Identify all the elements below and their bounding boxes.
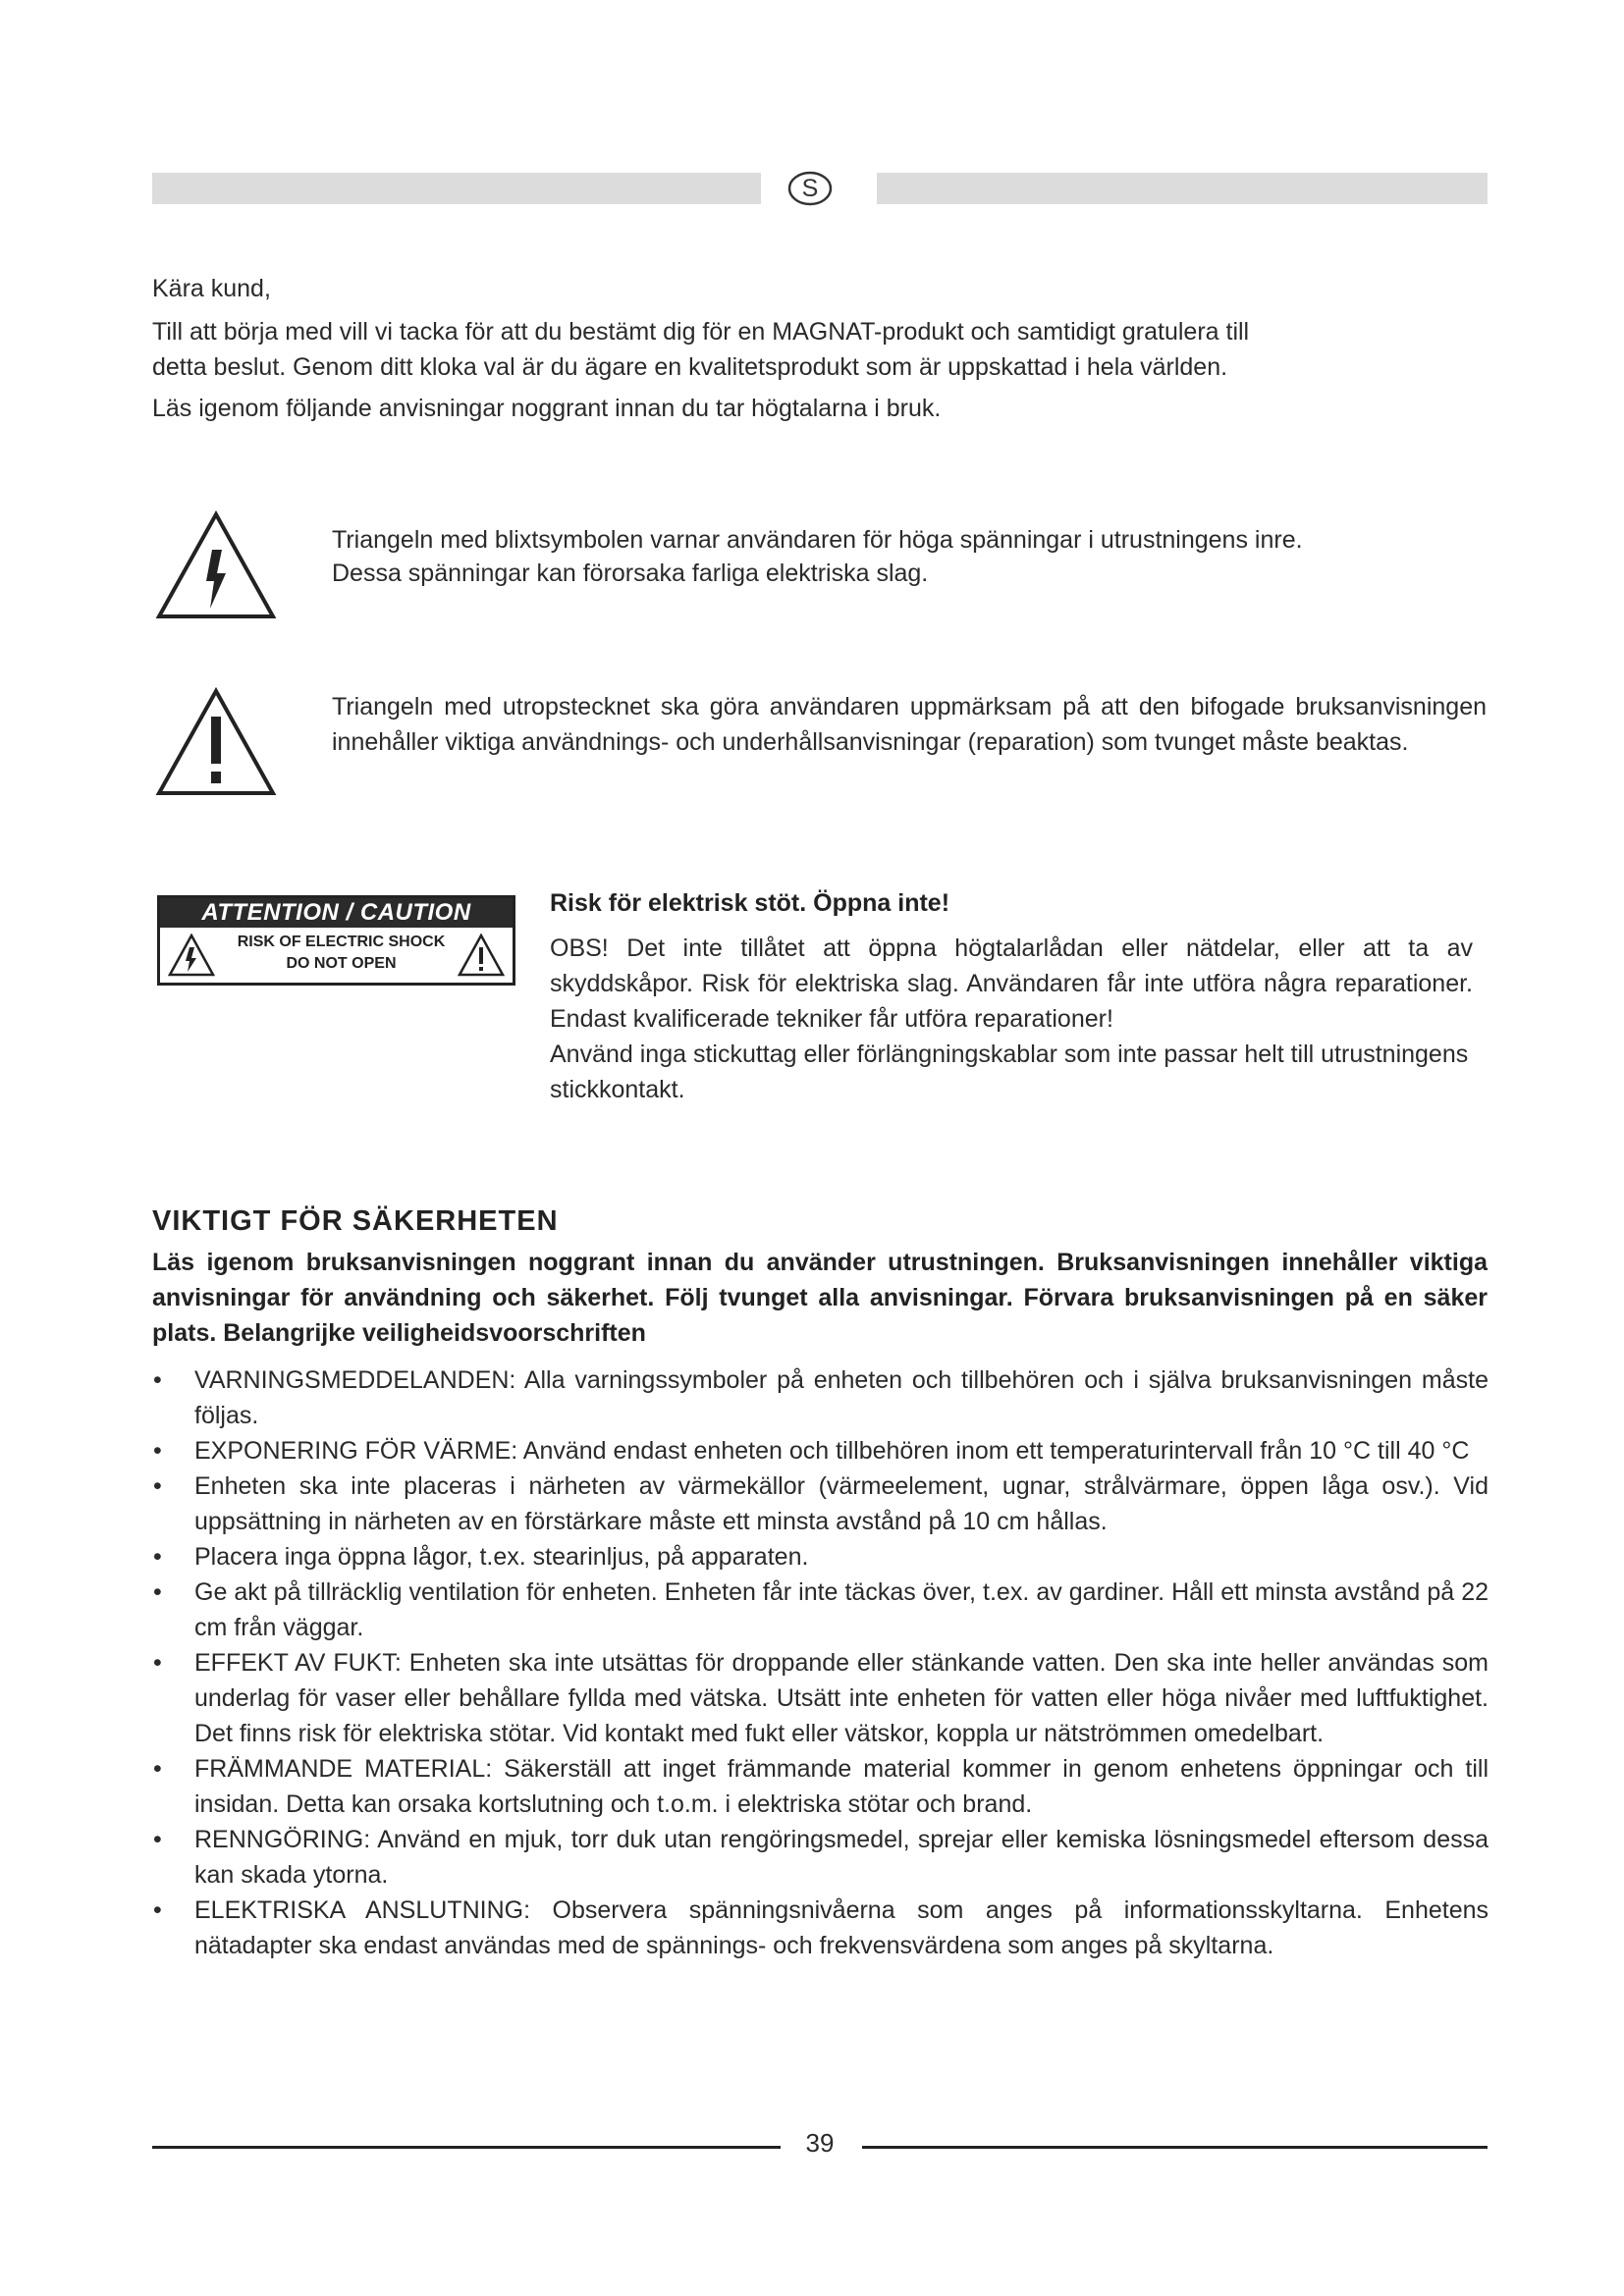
risk-body-2: Använd inga stickuttag eller förlängningskablar som inte passar helt till utrustningens stickkontakt. — [550, 1041, 1469, 1103]
greeting: Kära kund, — [152, 275, 271, 302]
list-item: • VARNINGSMEDDELANDEN: Alla varningssymboler på enheten och tillbehören och i själva bruksanvisningen måste följas. — [153, 1366, 1489, 1429]
list-item: • EXPONERING FÖR VÄRME: Använd endast enheten och tillbehören inom ett temperaturintervall från 10 °C till 40 °C — [153, 1437, 1470, 1465]
risk-body: OBS! Det inte tillåtet att öppna högtalarlådan eller nätdelar, eller att ta av skyddskåpor. Risk för elektriska slag. Användaren får inte utföra några reparationer. Endast kvalificerade tekniker får utföra reparationer! — [550, 934, 1473, 1033]
list-item: • Ge akt på tillräcklig ventilation för enheten. Enheten får inte täckas över, t.ex. av gardiner. Håll ett minsta avstånd på 22 cm från väggar. — [153, 1578, 1489, 1641]
exclamation-warning-text: Triangeln med utropstecknet ska göra användaren uppmärksam på att den bifogade bruksanvisningen innehåller viktiga användnings- och underhållsanvisningar (reparation) som tvunget måste beaktas. — [332, 693, 1487, 756]
list-item: • ELEKTRISKA ANSLUTNING: Observera spänningsnivåerna som anges på informationsskyltarna. Enhetens nätadapter ska endast användas med de spännings- och frekvensvärdena som anges på skyltarna. — [153, 1896, 1489, 1959]
caution-label-header: ATTENTION / CAUTION — [160, 898, 513, 928]
lightning-warning-icon — [155, 510, 277, 620]
header-bar-left — [152, 173, 761, 204]
list-item: • EFFEKT AV FUKT: Enheten ska inte utsättas för droppande eller stänkande vatten. Den ska inte heller användas som underlag för vaser eller behållare fyllda med vätska. Utsätt inte enheten för vatten eller höga nivåer med luftfuktighet. Det finns risk för elektriska stötar. Vid kontakt med fukt eller vätskor, koppla ur nätströmmen omedelbart. — [153, 1649, 1489, 1747]
header-bar-right — [877, 173, 1488, 204]
caution-lightning-icon — [168, 934, 215, 977]
intro-line-1: Till att börja med vill vi tacka för att du bestämt dig för en MAGNAT-produkt och samtidigt gratulera till — [152, 318, 1250, 346]
caution-exclamation-icon — [458, 934, 505, 977]
caution-label-line-1: RISK OF ELECTRIC SHOCK — [237, 934, 446, 950]
risk-title: Risk för elektrisk stöt. Öppna inte! — [550, 889, 950, 917]
footer-rule-right — [862, 2146, 1488, 2149]
list-item: • Placera inga öppna lågor, t.ex. stearinljus, på apparaten. — [153, 1543, 809, 1571]
list-item: • Enheten ska inte placeras i närheten av värmekällor (värmeelement, ugnar, strålvärmare, öppen låga osv.). Vid uppsättning in närheten av en förstärkare måste ett minsta avstånd på 10 cm hållas. — [153, 1472, 1489, 1535]
safety-list — [147, 1362, 1489, 1963]
language-badge-label: S — [801, 175, 819, 202]
lightning-warning-text-2: Dessa spänningar kan förorsaka farliga elektriska slag. — [332, 560, 929, 587]
list-item: • FRÄMMANDE MATERIAL: Säkerställ att inget främmande material kommer in genom enhetens öppningar och till insidan. Detta kan orsaka kortslutning och t.o.m. i elektriska stötar och brand. — [153, 1755, 1489, 1818]
safety-intro: Läs igenom bruksanvisningen noggrant innan du använder utrustningen. Bruksanvisningen innehåller viktiga anvisningar för användning och säkerhet. Följ tvunget alla anvisningar. Förvara bruksanvisningen på en säker plats. Belangrijke veiligheidsvoorschriften — [152, 1249, 1488, 1347]
caution-label-line-2: DO NOT OPEN — [286, 955, 397, 972]
language-badge — [785, 169, 835, 208]
caution-label — [157, 895, 515, 986]
safety-title: VIKTIGT FÖR SÄKERHETEN — [152, 1205, 559, 1237]
lightning-warning-text-1: Triangeln med blixtsymbolen varnar användaren för höga spänningar i utrustningens inre. — [332, 526, 1303, 554]
intro-line-3: Läs igenom följande anvisningar noggrant innan du tar högtalarna i bruk. — [152, 395, 942, 422]
footer-rule-left — [152, 2146, 781, 2149]
page-number: 39 — [805, 2128, 835, 2158]
list-item: • RENNGÖRING: Använd en mjuk, torr duk utan rengöringsmedel, sprejar eller kemiska lösningsmedel eftersom dessa kan skada ytorna. — [153, 1826, 1489, 1889]
exclamation-warning-icon — [155, 687, 277, 797]
intro-line-2: detta beslut. Genom ditt kloka val är du ägare en kvalitetsprodukt som är uppskattad i hela världen. — [152, 353, 1228, 381]
